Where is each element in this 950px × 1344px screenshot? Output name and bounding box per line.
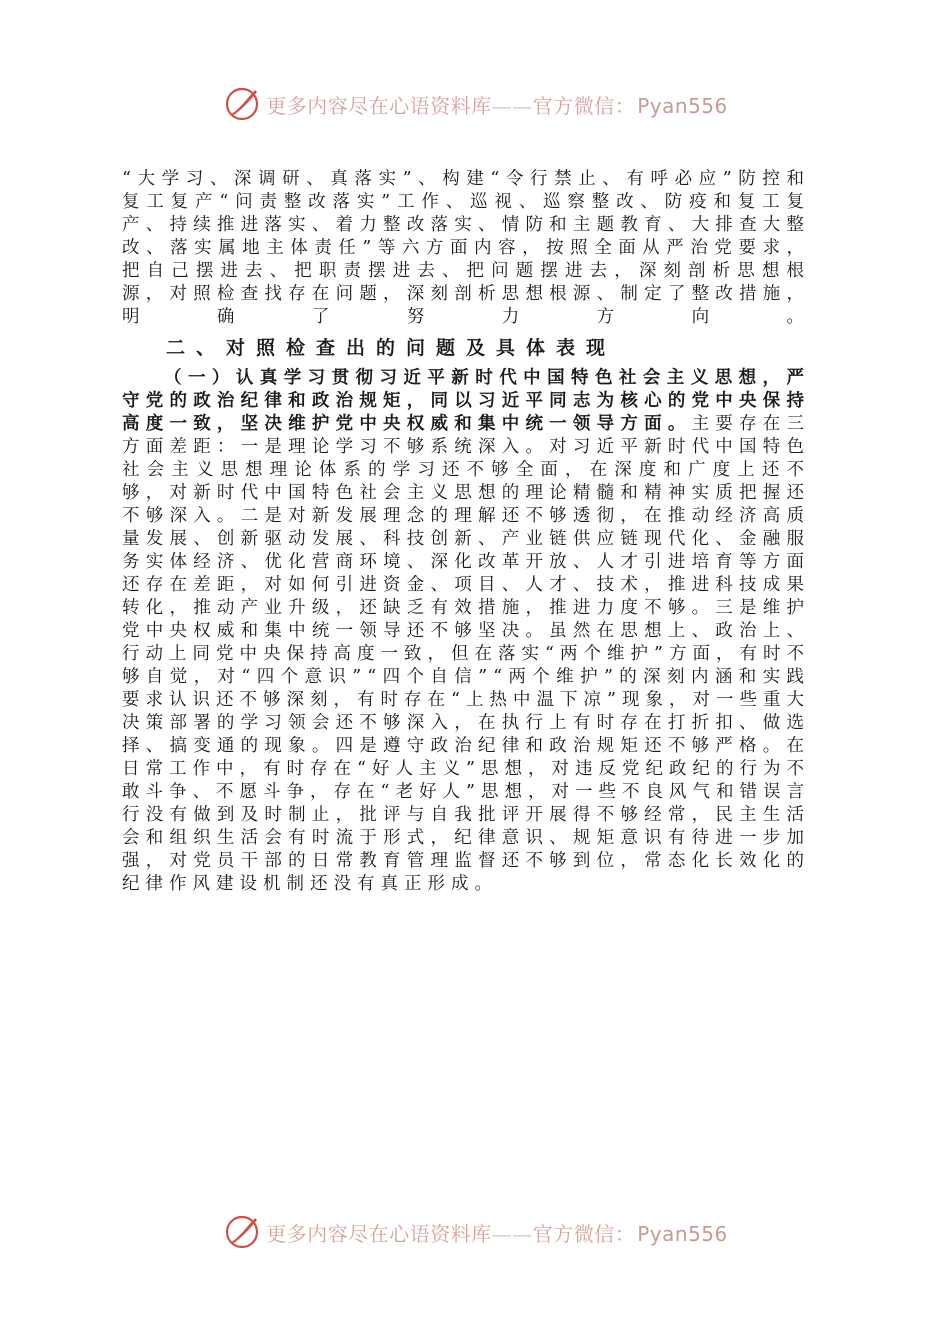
watermark-id: Pyan556 <box>637 93 728 118</box>
document-body <box>122 168 810 896</box>
watermark-text <box>266 1218 728 1247</box>
subsection-paragraph <box>122 367 810 896</box>
watermark-bottom <box>0 1210 950 1254</box>
intro-paragraph: “大学习、深调研、真落实”、构建“令行禁止、有呼必应”防控和复工复产“问责整改落实”工作、巡视、巡察整改、防疫和复工复产、持续推进落实、着力整改落实、情防和主题教育、大排查大整改、落实属地主体责任”等六方面内容，按照全面从严治党要求，把自己摆进去、把职责摆进去、把问题摆进去，深刻剖析思想根源，对照检查找存在问题，深刻剖析思想根源、制定了整改措施，明确了努力方向。 <box>122 169 810 327</box>
subsection-title: （一）认真学习贯彻习近平新时代中国特色社会主义思想，严守党的政治纪律和政治规矩，同以习近平同志为核心的党中央保持高度一致，坚决维护党中央权威和集中统一领导方面。 <box>122 368 810 434</box>
watermark-id: Pyan556 <box>637 1221 728 1246</box>
watermark-text <box>266 90 728 119</box>
watermark-site: 更多内容尽在心语资料库 <box>266 1221 492 1246</box>
pen-logo-icon <box>222 1212 262 1252</box>
watermark-top <box>0 82 950 126</box>
watermark-dash: —— <box>491 93 533 118</box>
section-heading: 二、对照检查出的问题及具体表现 <box>166 337 617 359</box>
subsection-body: 主要存在三方面差距：一是理论学习不够系统深入。对习近平新时代中国特色社会主义思想理论体系的学习还不够全面，在深度和广度上还不够，对新时代中国特色社会主义思想的理论精髓和精神实质把握还不够深入。二是对新发展理念的理解还不够透彻，在推动经济高质量发展、创新驱动发展、科技创新、产业链供应链现代化、金融服务实体经济、优化营商环境、深化改革开放、人才引进培育等方面还存在差距，对如何引进资金、项目、人才、技术，推进科技成果转化，推动产业升级，还缺乏有效措施，推进力度不够。三是维护党中央权威和集中统一领导还不够坚决。虽然在思想上、政治上、行动上同党中央保持高度一致，但在落实“两个维护”方面，有时不够自觉，对“四个意识”“四个自信”“两个维护”的深刻内涵和实践要求认识还不够深刻，有时存在“上热中温下凉”现象，对一些重大决策部署的学习领会还不够深入，在执行上有时存在打折扣、做选择、搞变通的现象。四是遵守政治纪律和政治规矩还不够严格。在日常工作中，有时存在“好人主义”思想，对违反党纪政纪的行为不敢斗争、不愿斗争，存在“老好人”思想，对一些不良风气和错误言行没有做到及时制止，批评与自我批评开展得不够经常，民主生活会和组织生活会有时流于形式，纪律意识、规矩意识有待进一步加强，对党员干部的日常教育管理监督还不够到位，常态化长效化的纪律作风建设机制还没有真正形成。 <box>122 414 811 894</box>
watermark-label: 官方微信： <box>532 1221 636 1246</box>
watermark-site: 更多内容尽在心语资料库 <box>266 93 492 118</box>
watermark-label: 官方微信： <box>532 93 636 118</box>
pen-logo-icon <box>222 84 262 124</box>
watermark-dash: —— <box>491 1221 533 1246</box>
